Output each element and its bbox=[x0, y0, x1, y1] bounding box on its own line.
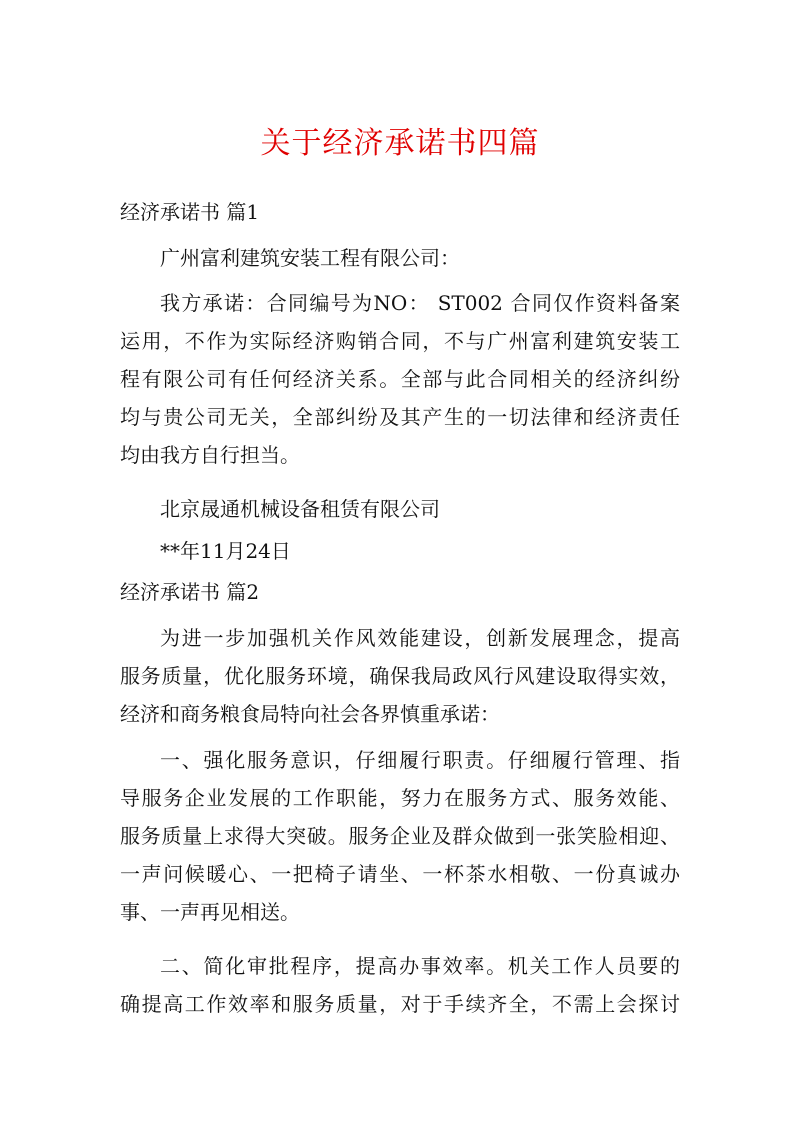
section-heading-1: 经济承诺书 篇1 bbox=[120, 200, 260, 224]
paragraph-line: 服务质量上求得大突破。服务企业及群众做到一张笑脸相迎、 bbox=[120, 824, 680, 848]
signature-company: 北京晟通机械设备租赁有限公司 bbox=[160, 497, 440, 521]
paragraph-line: 经济和商务粮食局特向社会各界慎重承诺： bbox=[120, 702, 500, 726]
paragraph-line: 我方承诺：合同编号为NO： ST002 合同仅作资料备案 bbox=[160, 291, 680, 315]
paragraph-line: 均由我方自行担当。 bbox=[120, 443, 300, 467]
paragraph-line: 均与贵公司无关，全部纠纷及其产生的一切法律和经济责任 bbox=[120, 405, 680, 429]
paragraph-line: 为进一步加强机关作风效能建设，创新发展理念，提高 bbox=[160, 626, 680, 650]
paragraph-line: 一声问候暖心、一把椅子请坐、一杯茶水相敬、一份真诚办 bbox=[120, 862, 680, 886]
section-heading-2: 经济承诺书 篇2 bbox=[120, 580, 260, 604]
paragraph-line: 一、强化服务意识，仔细履行职责。仔细履行管理、指 bbox=[160, 748, 680, 772]
paragraph-line: 二、简化审批程序，提高办事效率。机关工作人员要的 bbox=[160, 954, 680, 978]
paragraph-line: 确提高工作效率和服务质量，对于手续齐全，不需上会探讨 bbox=[120, 992, 680, 1016]
paragraph-line: 导服务企业发展的工作职能，努力在服务方式、服务效能、 bbox=[120, 786, 680, 810]
paragraph-line: 程有限公司有任何经济关系。全部与此合同相关的经济纠纷 bbox=[120, 367, 680, 391]
signature-date: **年11月24日 bbox=[160, 539, 291, 563]
paragraph-line: 服务质量，优化服务环境，确保我局政风行风建设取得实效， bbox=[120, 664, 680, 688]
paragraph-line: 运用，不作为实际经济购销合同，不与广州富利建筑安装工 bbox=[120, 329, 680, 353]
document-title: 关于经济承诺书四篇 bbox=[260, 126, 540, 161]
paragraph-line: 事、一声再见相送。 bbox=[120, 900, 300, 924]
addressee-line: 广州富利建筑安装工程有限公司： bbox=[160, 246, 460, 270]
